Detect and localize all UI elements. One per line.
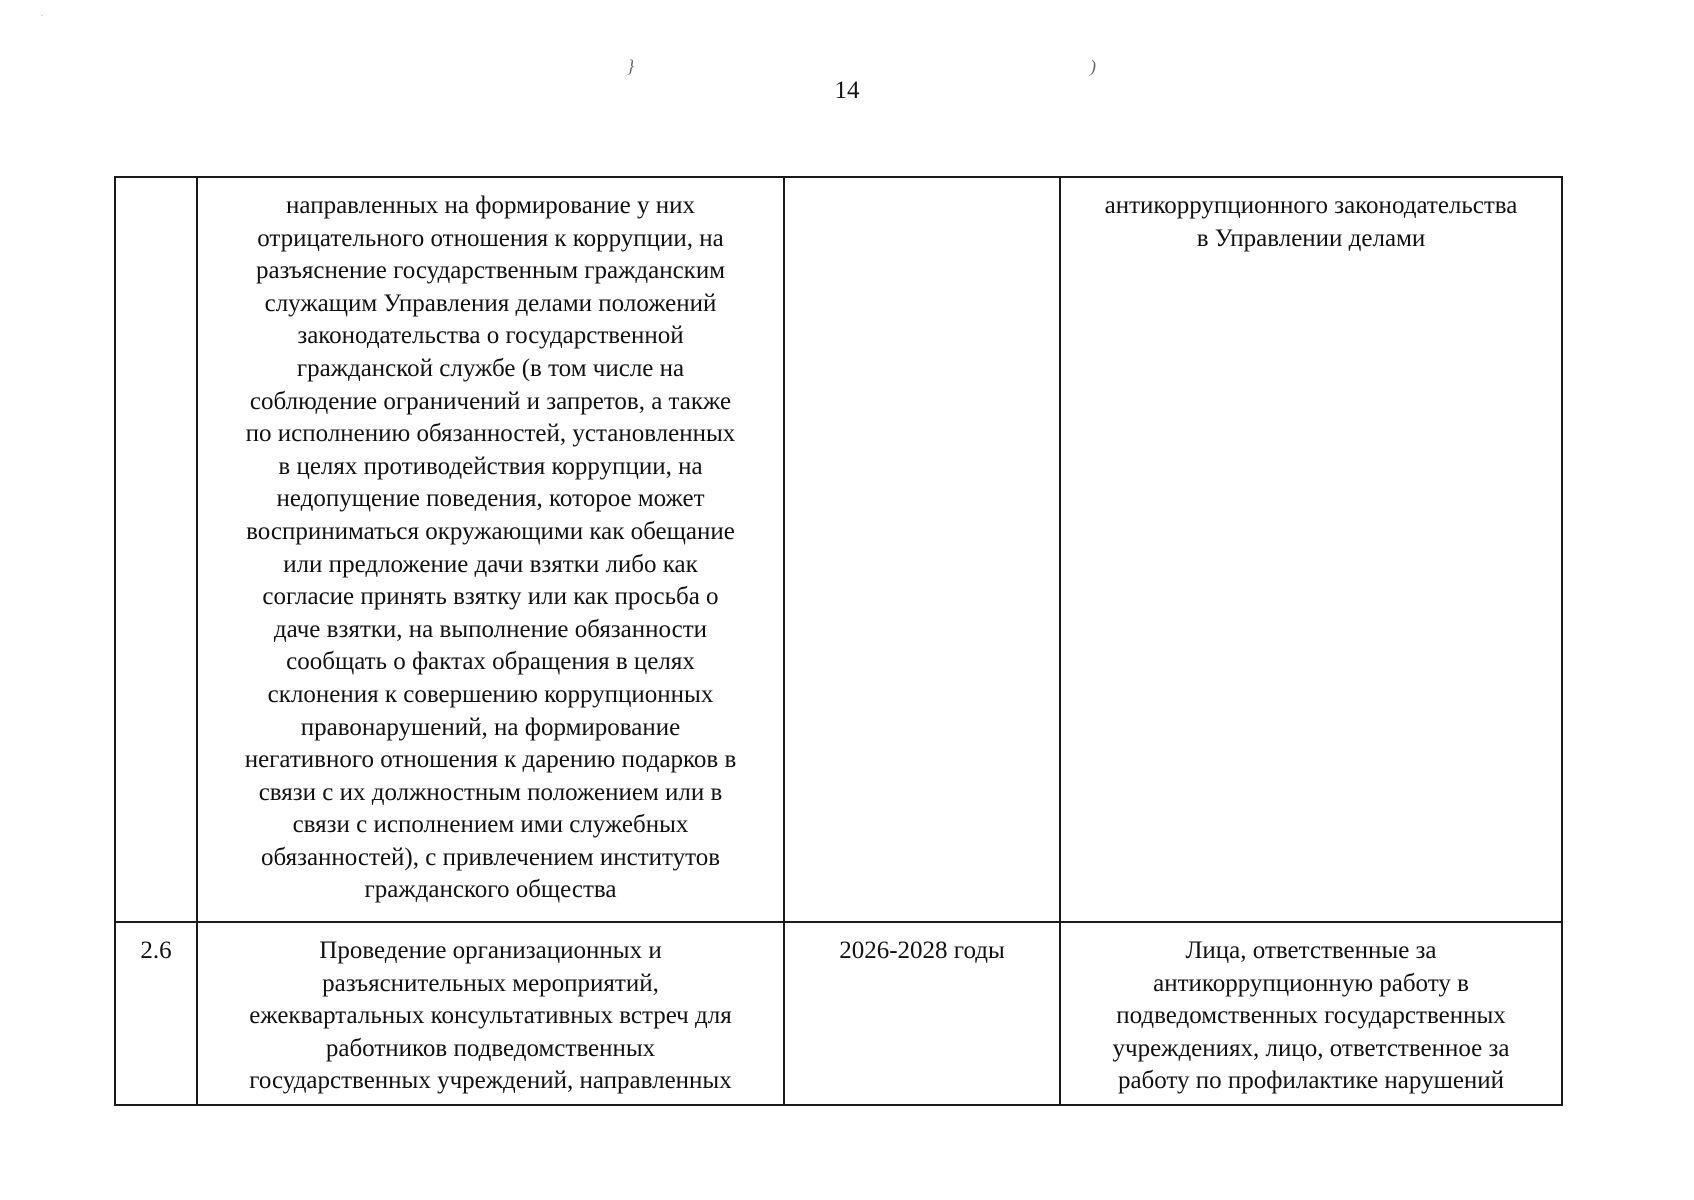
- text-line: по исполнению обязанностей, установленных: [245, 420, 736, 448]
- text-line: гражданского общества: [364, 876, 617, 904]
- text-line: разъяснение государственным гражданским: [255, 257, 726, 285]
- text-line: государственных учреждений, направленных: [249, 1067, 732, 1095]
- text-line: Лица, ответственные за: [1185, 937, 1437, 964]
- table-row: [115, 177, 1562, 922]
- text-line: негативного отношения к дарению подарков в: [244, 746, 737, 774]
- text-line: антикоррупционного законодательства: [1104, 192, 1518, 219]
- text-line: недопущение поведения, которое может: [276, 485, 705, 513]
- scan-mark-right: ): [1090, 56, 1096, 76]
- text-line: антикоррупционную работу в: [1153, 969, 1469, 997]
- text-line: работников подведомственных: [325, 1034, 656, 1062]
- text-line: сообщать о фактах обращения в целях: [286, 648, 695, 676]
- activity-text: [204, 190, 777, 907]
- text-line: или предложение дачи взятки либо как: [283, 550, 698, 578]
- text-line: разъяснительных мероприятий,: [322, 969, 659, 997]
- activity-cell: [197, 177, 784, 922]
- responsible-cell: [1060, 177, 1562, 922]
- text-line: подведомственных государственных: [1116, 1002, 1506, 1030]
- text-line: в Управлении делами: [1196, 224, 1426, 252]
- responsible-cell: [1060, 922, 1562, 1105]
- text-line: законодательства о государственной: [297, 322, 684, 350]
- text-line: направленных на формирование у них: [286, 192, 695, 219]
- activity-text: [204, 935, 777, 1098]
- action-plan-table: [114, 176, 1563, 1106]
- responsible-text: [1067, 935, 1555, 1098]
- period-text: 2026-2028 годы: [839, 937, 1005, 964]
- text-line: связи с их должностным положением или в: [258, 778, 723, 806]
- text-line: обязанностей), с привлечением институтов: [260, 843, 721, 871]
- text-line: соблюдение ограничений и запретов, а также: [249, 387, 732, 415]
- item-number-cell: [115, 177, 197, 922]
- text-line: ежеквартальных консультативных встреч для: [249, 1002, 732, 1030]
- page-number: 14: [834, 77, 860, 104]
- activity-cell: [197, 922, 784, 1105]
- item-number: 2.6: [140, 937, 172, 964]
- text-line: Проведение организационных и: [319, 937, 662, 964]
- scan-mark-left: }: [627, 56, 635, 76]
- text-line: работу по профилактике нарушений: [1117, 1067, 1505, 1095]
- text-line: восприниматься окружающими как обещание: [246, 517, 735, 545]
- text-line: правонарушений, на формирование: [300, 713, 681, 741]
- period-cell: [784, 177, 1060, 922]
- text-line: отрицательного отношения к коррупции, на: [257, 224, 724, 252]
- scan-speck: ·: [40, 8, 44, 22]
- text-line: гражданской службе (в том числе на: [296, 354, 685, 382]
- table-row: [115, 922, 1562, 1105]
- text-line: служащим Управления делами положений: [264, 289, 717, 317]
- text-line: склонения к совершению коррупционных: [267, 680, 714, 708]
- text-line: в целях противодействия коррупции, на: [278, 452, 703, 480]
- responsible-text: [1067, 190, 1555, 255]
- text-line: даче взятки, на выполнение обязанности: [273, 615, 708, 643]
- item-number-cell: [115, 922, 197, 1105]
- period-cell: [784, 922, 1060, 1105]
- text-line: связи с исполнением ими служебных: [292, 811, 689, 839]
- text-line: согласие принять взятку или как просьба о: [262, 583, 719, 611]
- text-line: учреждениях, лицо, ответственное за: [1112, 1034, 1510, 1062]
